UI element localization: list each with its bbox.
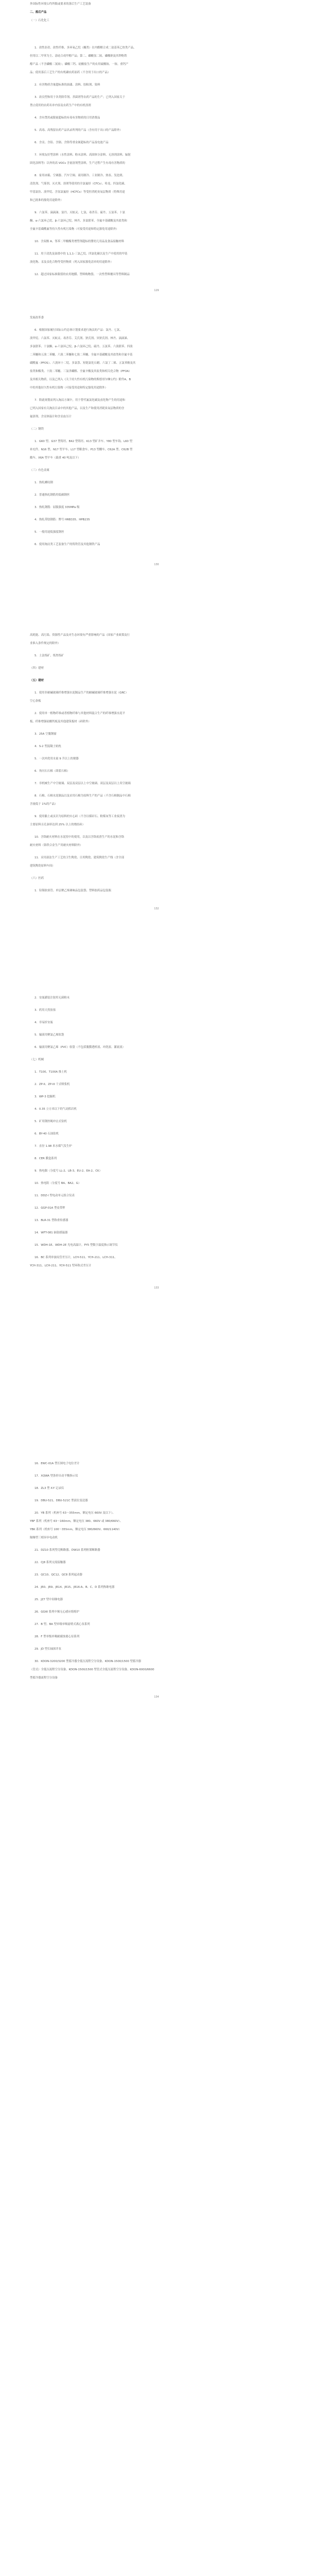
text-line: 盐类和酯类、十溴二苯醚、三氯杀螨醇、全氟辛酸及其盐类和相关化合物（PFOA） [30,370,132,373]
text-line: 6．BY-40 石油钻机 [34,1132,59,1136]
text-line: 敞车、X6A 型平车（载重 40 吨及以下） [30,456,81,460]
text-line: 3．改良型和用于各类除草剂、杀菌剂等农药产品的生产；已列入国家关于 [34,96,125,99]
text-line: 4．0.35 立方米以下的气动抓岩机 [34,1108,77,1111]
text-line: 6．根据国家履行国际公约总体计划要求进行淘汰的产品：氯丹、七氯、 [34,329,123,332]
text-line: 29．JD 型长轴深井泵 [34,1648,62,1651]
text-line: 10．热电阻（分度号 BA、BA2、G） [34,1182,81,1185]
text-line: 中的其他持久性有机污染物（可接受用途和特定豁免用途除外） [30,386,108,389]
text-line: 24．JR0、JR9、JR14、JR15、JR16-A、B、C、D 系列热继电器 [34,1586,115,1589]
text-line: 15．WDH-1E、WDH-2E 光电高温计，PY5 型数字温度指示调节仪 [34,1244,118,1247]
text-line: 2．ZP-II、ZP-III 干式喷浆机 [34,1083,70,1086]
text-line: （四）建材 [30,667,44,670]
text-line: 清洗剂、气雾剂、灭火剂、溶剂等使用的全氯氟烃（CFCs）、哈龙、四氯化碳、 [30,182,127,185]
text-line: 9．六氯苯、滴滴涕、氯丹、灭蚁灵、七氯、毒杀芬、硫丹、五氯苯、十氯 [34,211,125,214]
text-line: 1．铅锡软膏管、单层聚乙烯调味品包装袋、塑料胶药品包装瓶 [34,889,111,892]
text-line: 5．一般用途低强度钢丝 [34,531,64,534]
text-line: 7．直径 1.98 米水煤气发生炉 [34,1145,72,1148]
text-line: （一）石化化工 [30,19,49,22]
text-line: 二苯醚和五溴二苯醚、六溴二苯醚和七溴二苯醚、全氟辛基磺酸及其盐类和全氟辛基 [30,353,133,357]
text-line: 7．环境友好型涂料（水性涂料、粉末涂料、高固体分涂料、无溶剂涂料、辐射 [34,154,131,157]
text-line: 8．家用冰箱、空调器、汽车空调、商用制冷、工业制冷、热泵、发泡剂、 [34,174,125,177]
text-line: 7．除此规划而列入淘汰方案中，用于替代氟氯化碳及卤化物产生的用途和 [34,399,125,402]
text-line: 8．CER 膜盒系列 [34,1157,57,1160]
text-line: 溴化物、汞及汞化合物等受控物质（列入国家豁免清单的用途除外） [30,261,113,264]
text-line: 及其相关物质，以及已列入《关于持久性有机污染物的斯德哥尔摩公约》附件A、B [30,378,131,381]
text-line: 12．超过国家标准限值的农用地膜、塑料购物袋、一次性塑料餐具等塑料制品 [34,273,130,276]
text-line: 1．改性沥青、改性纤维、多环氧乙烷（醚类）在内醇解合成二氨基苯乙炔类产品， [34,46,136,49]
text-line: 5．土法炼矿、炼焦炼矿 [34,654,64,657]
text-line: 禁止使用的农药名单内容及农药生产中的有机溶剂 [30,104,91,107]
text-line: 11．用于清洗及油墨中的 1,1,1-三氯乙烷、四氯化碳以及生产中使用的甲基 [34,252,128,256]
text-line: 23．QC10、QC12、QC8 系列起动器 [34,1573,82,1577]
text-line: 4．非易折安瓿 [34,1021,53,1024]
text-line: 3．25A 空腹钢窗 [34,733,57,736]
page-number: 133 [154,1287,159,1290]
text-line: 醇产品（不含磷酸二氢铵）；磷酸三钙、硅酸盐生产的农用硫酸铵、一铵、重钙产 [30,63,129,66]
text-line: 隔爆型三相异步电动机 [30,1536,58,1539]
text-line: 16．EWC-01A 型长图电子电位差计 [34,1462,80,1465]
text-line: 甲基氯仿、溴甲烷、含氢氯氟烃（HCFCs）等受控消耗臭氧层物质（特殊用途 [30,191,125,194]
text-line: 多氯联苯、十氯酮、α-六氯环己烷、β-六氯环己烷、硫丹、五氯苯、六溴联苯、四溴 [30,345,133,348]
text-line: 空心条板 [30,700,41,703]
text-line: 磺酰氟（PFOS）、六溴环十二烷、多氯萘、短链氯化石蜡、六氯丁二烯、五氯苯酚及其 [30,362,136,365]
text-line: 已列入国家有关淘汰目录中的其他产品，以及生产和使用消耗臭氧层物质的含 [30,407,125,410]
text-line: 2．安瓿灌装注射用无菌粉末 [34,996,70,999]
text-line: 二、落后产品 [30,11,47,14]
page-number: 129 [154,290,159,292]
text-line: 9．热电偶（分度号 LL-2、LB-3、EU-2、EA-2、CK） [34,1170,102,1173]
text-line: 5．一次冲洗用水量 9 升以上的便器 [34,757,79,760]
text-line: 建筑陶瓷原料车间） [30,865,55,868]
text-line: 3．WP-3 挖掘机 [34,1095,56,1098]
text-line: 板、纤维增强硅酸钙板及其他建筑板材（砖除外） [30,720,91,723]
text-line: 1．使用非耐碱玻璃纤维增强水泥制品生产的耐碱玻璃纤维增强水泥（GRC） [34,691,128,694]
text-line: 20．YB 系列（机座号 63～355mm，额定电压 660V 及以下）、 [34,1512,115,1515]
text-line: （五）建材 [30,679,44,682]
text-line: 10．含铬耐火材料在水泥窑中的使用，以及以含铬废渣生产的水泥和含铬 [34,836,124,839]
text-line: 19．DBU-521、DBU-521C 型液位变送器 [34,1499,88,1502]
text-line: 28．F 型单级单吸耐腐蚀离心泵系列 [34,1635,80,1638]
text-line: 氟溶剂、含汞体温计和含汞血压计 [30,415,72,418]
text-line: 6．角闪石石棉（即蓝石棉） [34,770,70,773]
text-line: （三）有色金属 [30,469,49,472]
text-line: 6．输液用聚氯乙烯（PVC）软袋（不包括腹膜透析液、冲洗液、灌流液） [34,1046,125,1049]
text-line: 12．GGP-01A 型皮带秤 [34,1207,65,1210]
page-number: 132 [154,908,159,910]
text-line: 6．使用淘汰类工艺装备生产的铸铁管及其他钢铁产品 [34,543,100,546]
text-line: 全氟辛基磺酰氟等持久性有机污染物（可接受用途和特定豁免用途除外） [30,228,119,231]
text-line: （管式）全低压流程空分设备、KDON-1500/1500 型管式全低压流程空分设备、KDON-6000/6600 [30,1668,154,1671]
text-line: 17．XQWA 型条形自动平衡指示仪 [34,1475,78,1478]
text-line: 外国际性环境公约所限或要求的落后生产工艺装备 [30,3,91,6]
text-line: 5．输液用聚氯乙烯软袋 [34,1033,64,1037]
text-line: 26．GGW 系列中频无心感应熔炼炉 [34,1611,79,1614]
text-line: 6．含汞、含铅、含镉、含铬等重金属超标的产品及电池产品 [34,141,109,144]
text-line: 2．有害物质含量超标准的油漆、涂料、胶粘剂、染料 [34,83,100,87]
text-line: 酮、α-六氯环己烷、β-六氯环己烷、林丹、多氯联苯、全氟辛基磺酸及其盐类和 [30,219,127,223]
text-line: YBK 系列（机座号 100～355mm，额定电压 380/660V、660/1140V） [30,1528,121,1531]
text-line: 补充件、N16 型、N17 型平车、L17 型粮食车、P13 型棚车、C62A 型、C62B 型 [30,448,133,451]
text-line: 21．DZ10 系列塑壳断路器、DW10 系列框架断路器 [34,1549,100,1552]
text-line: 4．含有禁用或限量超标的有毒有害物质的日用消费品 [34,116,100,120]
text-line: 27．B 型、BA 型单级单吸悬臂式离心泵系列 [34,1623,90,1626]
text-line: YCH-311、LCH-211、YCH-511 型环称式差压计 [30,1264,92,1267]
text-line: 1．G60 型、G37 型铸坯、B42 型铸坯、K13 型矿井车、Y80 型车钩、L60 型 [34,440,132,443]
text-line: 但用以二甲苯为主、涂硅合成甲醇产品；第二、磷酸氢二铵、磷酸钠及其钾粉铁 [30,55,127,58]
text-line: 品；使用落后工艺生产的有机磷农药原药（不含用于出口的产品） [30,71,111,74]
text-line: 1．热轧螺纹钢 [34,481,53,484]
text-line: 5．高毒、高残留农药产品名录所列的产品（含有用于出口的产品除外） [34,129,123,132]
text-line: 溴甲烷、六氯苯、灭蚁灵、毒杀芬、艾氏剂、狄氏剂、异狄氏剂、林丹、滴滴涕、 [30,337,130,340]
text-line: 业准入条件规定的除外） [30,642,61,645]
text-line: 发展改革委 [30,316,44,319]
text-line: 3．热轧钢筋：屈服强度 335MPa 级 [34,506,80,509]
text-line: （二）钢铁 [30,428,44,431]
text-line: 型蓄冷器流程空分设备 [30,1676,58,1680]
text-line: 8．石棉、石棉水泥制品以及采用石棉为原料生产的产品（不含石棉制品中石棉 [34,794,131,798]
text-line: YBF 系列（机座号 63～160mm，额定电压 380、660V 或 380/660V）、 [30,1520,123,1523]
text-line: 18．ZL3 型 X-Y 记录仪 [34,1487,64,1490]
text-line: 22．CJ8 系列交流接触器 [34,1561,66,1564]
text-line: 1．T100、T100A 推土机 [34,1071,67,1074]
text-line: 14．WFT-081 辐射感温器 [34,1231,68,1234]
page-number: 130 [154,564,159,566]
text-line: 9．使用黏土或页岩为原料的实心砖（不含以煤矸石、粉煤灰等工业废渣为 [34,815,125,818]
text-line: 5．矿用钢丝绳冲击式钻机 [34,1120,67,1123]
text-line: 7．非机械生产中空玻璃、双层及双层以上中空玻璃、双层及双层以上真空玻璃 [34,782,131,785]
text-line: 2．普通热轧钢筋用低碳钢丝 [34,494,70,497]
text-line: （七）机械 [30,1058,44,1061]
text-line: （六）医药 [30,877,44,880]
text-line: 11．采用湿法生产工艺的卫生陶瓷、日用陶瓷、建筑陶瓷生产线（含全部 [34,856,124,859]
text-line: 3．药用天然胶塞 [34,1009,56,1012]
text-line: 25．JZ7 型中间继电器 [34,1598,63,1601]
text-line: 13．BLR-31 型称重传感器 [34,1219,68,1222]
text-line: 主要原料且孔洞率达到 25% 以上的烧结砖） [30,823,85,826]
text-line: 含量低于 1%的产品） [30,803,58,806]
text-line: 高耗能、高污染、资源性产品及对生态环境有严重影响的产品（国家产业政策及行 [30,634,130,637]
text-line: 和已批准的豁免用途除外） [30,199,63,202]
text-line: 2．使用单一植物纤维或者植物纤维与其他材料混合生产的纤维增强水泥平 [34,712,125,715]
text-line: 10．含双酚 A、邻苯二甲酸酯类增塑剂超标的婴幼儿用品及食品接触材料 [34,240,124,243]
text-line: 4．热轧带肋钢筋：牌号 HRB335、HPB235 [34,518,90,521]
page-number: 134 [154,1696,159,1699]
text-line: 30．KDON-3200/3200 型蓄冷器全低压流程空分设备、KDON-1500/1500 型蓄冷器 [34,1660,142,1663]
text-line: 4．S-2 型混凝土轨枕 [34,745,61,748]
text-line: 11．DDZ-I 型电动单元组合仪表 [34,1194,75,1197]
text-line: 耐火材料（铬铁合金生产用耐火材料除外） [30,844,83,847]
text-line: 固化涂料等）以外的高 VOCs 含量溶剂型涂料，生产过程产生有毒有害物质的 [30,162,125,165]
text-line: 16．BC 系列单波纹管差压计，LCH-511、YCH-211、LCH-311、 [34,1256,117,1259]
